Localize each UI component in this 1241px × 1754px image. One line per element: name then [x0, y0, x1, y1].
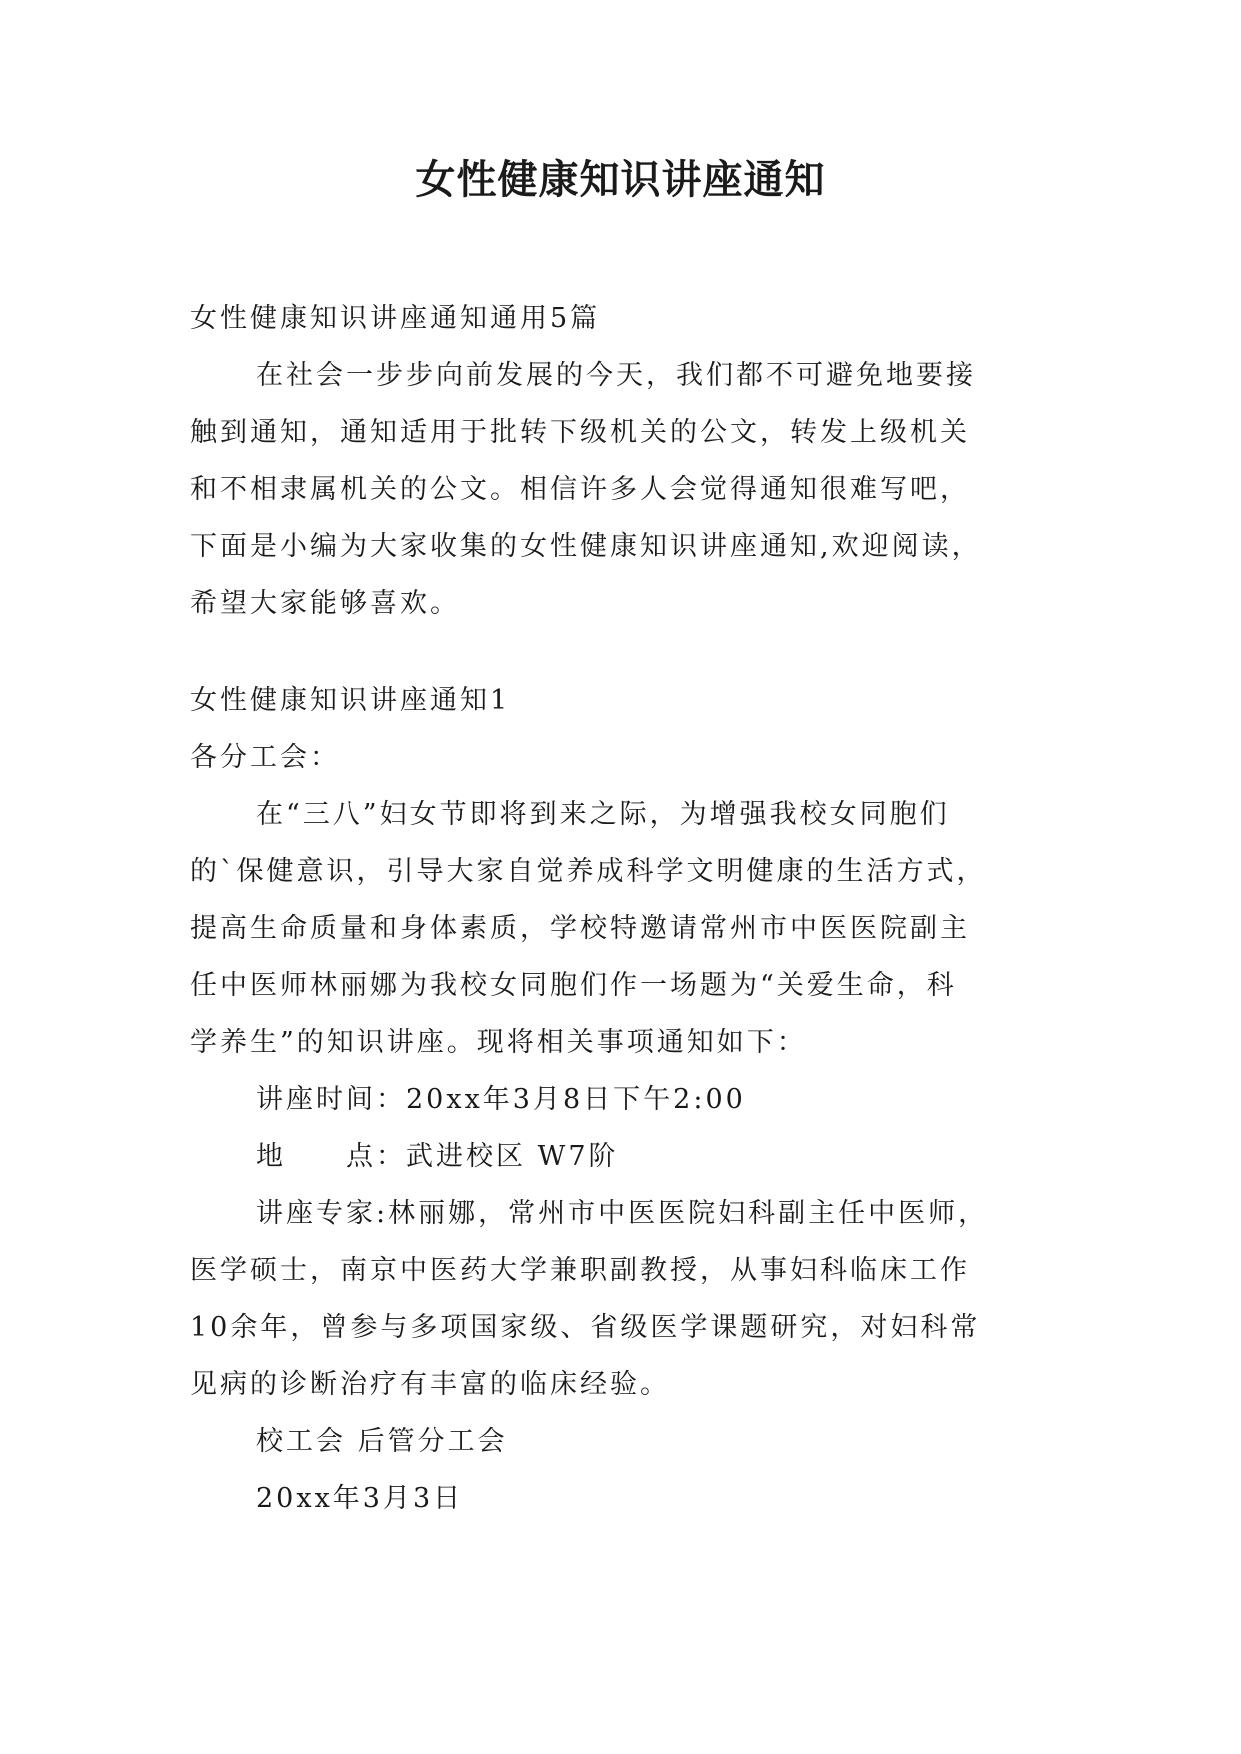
document-body	[190, 290, 1070, 1527]
body-line: 提高生命质量和身体素质，学校特邀请常州市中医医院副主	[190, 913, 970, 944]
intro-line: 触到通知，通知适用于批转下级机关的公文，转发上级机关	[190, 417, 970, 448]
body-line: 在“三八”妇女节即将到来之际，为增强我校女同胞们	[256, 799, 950, 830]
intro-heading: 女性健康知识讲座通知通用5篇	[190, 303, 601, 334]
body-line: 任中医师林丽娜为我校女同胞们作一场题为“关爱生命，科	[190, 970, 957, 1001]
expert-line: 医学硕士，南京中医药大学兼职副教授，从事妇科临床工作	[190, 1255, 970, 1286]
intro-line: 和不相隶属机关的公文。相信许多人会觉得通知很难写吧，	[190, 474, 970, 505]
expert-line: 见病的诊断治疗有丰富的临床经验。	[190, 1369, 670, 1400]
notice-date: 20xx年3月3日	[256, 1483, 464, 1514]
lecture-place: 地 点：武进校区 W7阶	[256, 1141, 619, 1172]
lecture-time: 讲座时间：20xx年3月8日下午2:00	[256, 1084, 746, 1115]
document-title: 女性健康知识讲座通知	[415, 157, 826, 203]
body-line: 学养生”的知识讲座。现将相关事项通知如下：	[190, 1027, 807, 1058]
expert-line: 讲座专家:林丽娜，常州市中医医院妇科副主任中医师，	[256, 1198, 989, 1229]
section-gap	[190, 632, 1070, 672]
intro-line: 希望大家能够喜欢。	[190, 588, 460, 619]
intro-line: 下面是小编为大家收集的女性健康知识讲座通知,欢迎阅读，	[190, 531, 982, 562]
expert-line: 10余年，曾参与多项国家级、省级医学课题研究，对妇科常	[190, 1312, 981, 1343]
intro-line: 在社会一步步向前发展的今天，我们都不可避免地要接	[256, 360, 976, 391]
body-line: 的`保健意识，引导大家自觉养成科学文明健康的生活方式，	[190, 856, 987, 887]
salutation: 各分工会：	[190, 742, 340, 773]
signature: 校工会 后管分工会	[256, 1426, 508, 1457]
section-heading: 女性健康知识讲座通知1	[190, 685, 511, 716]
